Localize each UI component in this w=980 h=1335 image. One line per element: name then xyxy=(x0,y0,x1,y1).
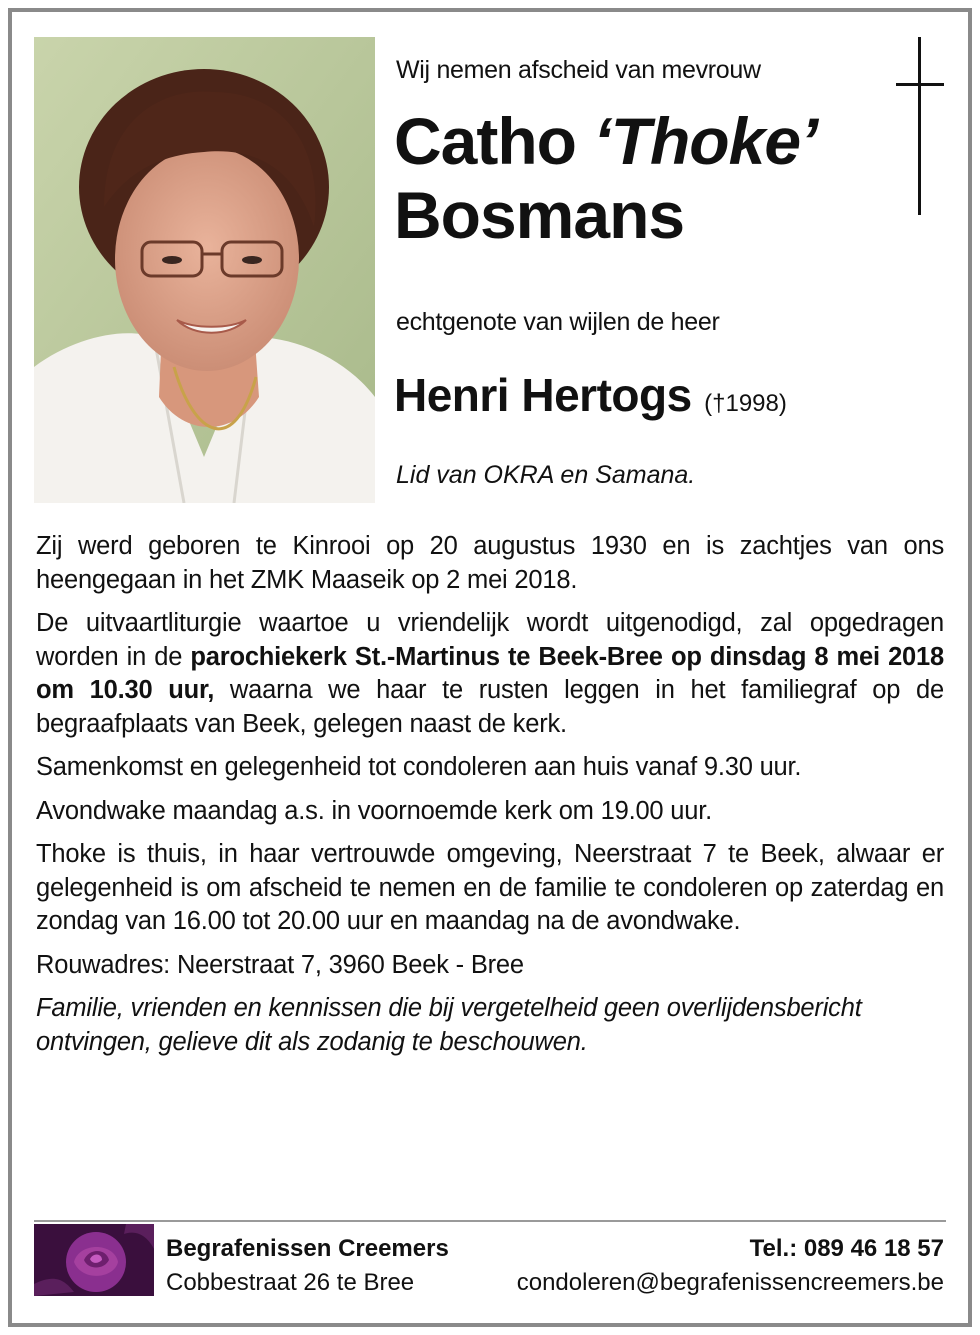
portrait-photo xyxy=(34,37,375,503)
footer-divider xyxy=(34,1220,946,1222)
announcement-body xyxy=(36,530,944,1069)
visitation-paragraph: Thoke is thuis, in haar vertrouwde omgeving, Neerstraat 7 te Beek, alwaar er gelegenheid is om afscheid te nemen en de familie te condoleren op zaterdag en zondag van 16.00 tot 20.00 uur en maandag na de avondwake. xyxy=(36,840,944,935)
spouse-intro-text: echtgenote van wijlen de heer xyxy=(396,308,720,336)
cross-icon xyxy=(896,37,946,215)
deceased-name xyxy=(394,104,894,252)
funeral-paragraph xyxy=(36,607,944,741)
funeral-company-email[interactable]: condoleren@begrafenissencreemers.be xyxy=(516,1269,944,1296)
closing-note: Familie, vrienden en kennissen die bij vergetelheid geen overlijdensbericht ontvingen, gelieve dit als zodanig te beschouwen. xyxy=(36,994,862,1056)
funeral-location-date: parochiekerk St.-Martinus te Beek-Bree op dinsdag 8 mei 2018 om 10.30 uur, xyxy=(36,642,944,704)
nickname: ‘Thoke’ xyxy=(593,104,818,178)
membership-text: Lid van OKRA en Samana. xyxy=(396,461,696,489)
mourning-address: Rouwadres: Neerstraat 7, 3960 Beek - Bree xyxy=(36,950,524,979)
birth-death-paragraph: Zij werd geboren te Kinrooi op 20 augustus 1930 en is zachtjes van ons heengegaan in het ZMK Maaseik op 2 mei 2018. xyxy=(36,532,944,594)
vigil-paragraph: Avondwake maandag a.s. in voornoemde kerk om 19.00 uur. xyxy=(36,796,713,825)
surname: Bosmans xyxy=(394,178,685,252)
condolence-home-paragraph: Samenkomst en gelegenheid tot condoleren aan huis vanaf 9.30 uur. xyxy=(36,753,802,781)
funeral-text-c: waarna we haar te rusten leggen in het familiegraf op de begraafplaats van Beek, gelegen naast de kerk. xyxy=(36,676,944,738)
rose-image xyxy=(34,1224,154,1296)
funeral-company: Begrafenissen Creemers xyxy=(166,1235,449,1262)
funeral-company-phone: Tel.: 089 46 18 57 xyxy=(749,1235,944,1262)
spouse-death-year: (†1998) xyxy=(704,390,787,417)
spouse-line xyxy=(394,365,787,425)
spouse-name: Henri Hertogs xyxy=(394,369,692,421)
intro-text: Wij nemen afscheid van mevrouw xyxy=(396,56,761,84)
funeral-company-address: Cobbestraat 26 te Bree xyxy=(166,1269,415,1296)
first-name: Catho xyxy=(394,104,576,178)
funeral-text-a: De uitvaartliturgie waartoe u vriendelijk wordt uitgenodigd, zal opgedragen worden in de xyxy=(36,609,944,671)
